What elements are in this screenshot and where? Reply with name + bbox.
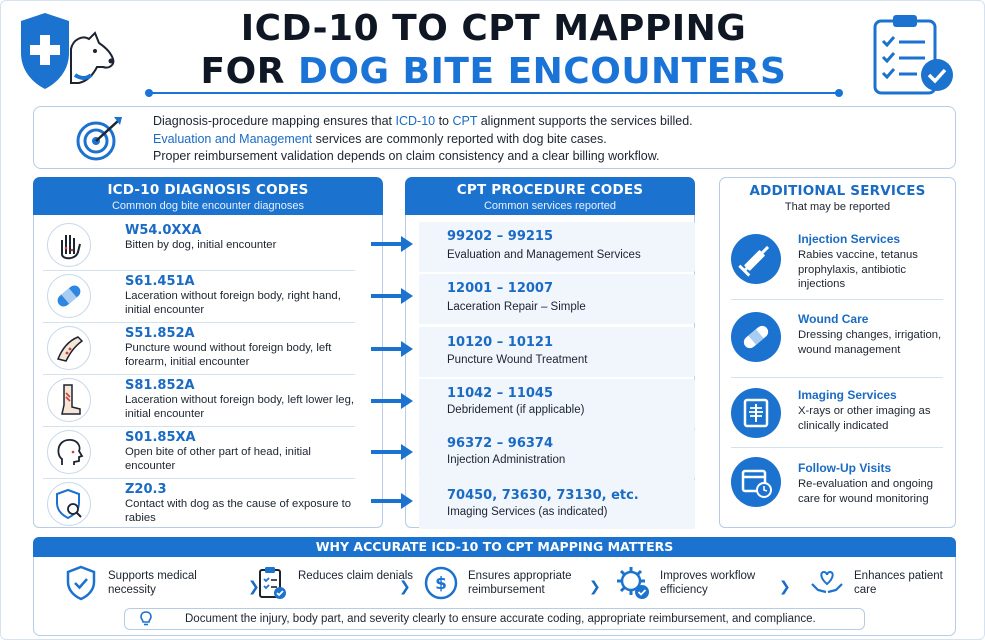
arrow-right-icon xyxy=(369,286,417,306)
arrow-right-icon xyxy=(369,442,417,462)
arrow-right-icon xyxy=(369,339,417,359)
cpt-row: 12001 – 12007 Laceration Repair – Simple xyxy=(419,274,695,324)
bandage-icon xyxy=(731,312,781,362)
arrow-right-icon xyxy=(369,234,417,254)
intro-text: Diagnosis-procedure mapping ensures that ICD-10 to CPT alignment supports the services billed. Evaluation and Management services are commonly reported with dog bite cases. Proper reimbursement validation depends on claim consistency and a clear billing workflow. xyxy=(153,114,693,163)
why-section xyxy=(33,537,956,636)
chevron-right-icon: ❯ xyxy=(589,578,601,594)
benefit-item: $ Ensures appropriate reimbursement xyxy=(422,562,602,604)
leg-wound-icon xyxy=(47,378,91,422)
clipboard-check-icon xyxy=(867,13,963,97)
additional-item: Follow-Up Visits Re-evaluation and ongoing care for wound monitoring xyxy=(723,461,949,513)
chevron-right-icon: ❯ xyxy=(779,578,791,594)
lightbulb-icon xyxy=(137,610,155,628)
page-title: ICD-10 TO CPT MAPPING FOR DOG BITE ENCOUNTERS xyxy=(200,8,787,92)
gear-check-icon xyxy=(614,564,652,602)
forearm-wound-icon xyxy=(47,326,91,370)
shield-search-icon xyxy=(47,482,91,526)
icd-row: W54.0XXA Bitten by dog, initial encounter xyxy=(43,220,355,270)
cpt-row: 11042 – 11045 Debridement (if applicable) xyxy=(419,379,695,429)
additional-item: Injection Services Rabies vaccine, tetanus prophylaxis, antibiotic injections xyxy=(723,232,949,300)
icd-row: S61.451A Laceration without foreign body, right hand, initial encounter xyxy=(43,271,355,321)
xray-icon xyxy=(731,388,781,438)
additional-column-header: ADDITIONAL SERVICES That may be reported xyxy=(719,177,956,215)
heart-hands-icon xyxy=(808,564,846,602)
benefit-item: Improves workflow efficiency xyxy=(614,562,784,604)
calendar-clock-icon xyxy=(731,457,781,507)
cpt-row: 10120 – 10121 Puncture Wound Treatment xyxy=(419,327,695,377)
title-divider xyxy=(149,92,839,94)
shield-check-icon xyxy=(62,564,100,602)
intro-box xyxy=(33,106,956,169)
head-profile-icon xyxy=(47,430,91,474)
chevron-right-icon: ❯ xyxy=(248,578,260,594)
clipboard-check-icon xyxy=(252,564,290,602)
cpt-row: 70450, 73630, 73130, etc. Imaging Services (as indicated) xyxy=(419,479,695,529)
benefit-item: Reduces claim denials xyxy=(252,562,412,604)
arrow-right-icon xyxy=(369,491,417,511)
row-divider xyxy=(731,447,943,448)
benefit-item: Supports medical necessity xyxy=(62,562,242,604)
cpt-column-header: CPT PROCEDURE CODES Common services reported xyxy=(405,177,695,215)
icd-row: S51.852A Puncture wound without foreign body, left forearm, initial encounter xyxy=(43,323,355,373)
cpt-row: 96372 – 96374 Injection Administration xyxy=(419,429,695,479)
benefit-item: Enhances patient care xyxy=(808,562,953,604)
arrow-right-icon xyxy=(369,391,417,411)
icd-row: S81.852A Laceration without foreign body, left lower leg, initial encounter xyxy=(43,375,355,425)
additional-item: Wound Care Dressing changes, irrigation, wound management xyxy=(723,312,949,378)
additional-item: Imaging Services X-rays or other imaging as clinically indicated xyxy=(723,388,949,448)
row-divider xyxy=(731,377,943,378)
row-divider xyxy=(731,299,943,300)
icd-row: Z20.3 Contact with dog as the cause of exposure to rabies xyxy=(43,479,355,529)
chevron-right-icon: ❯ xyxy=(399,578,411,594)
bandage-icon xyxy=(47,274,91,318)
why-title: WHY ACCURATE ICD-10 TO CPT MAPPING MATTERS xyxy=(33,537,956,557)
icd-row: S01.85XA Open bite of other part of head, initial encounter xyxy=(43,427,355,477)
shield-dog-icon xyxy=(15,9,119,99)
target-icon xyxy=(74,113,126,163)
syringe-icon xyxy=(731,234,781,284)
documentation-note: Document the injury, body part, and severity clearly to ensure accurate coding, appropriate reimbursement, and compliance. xyxy=(124,608,865,630)
svg-text:$: $ xyxy=(435,574,447,594)
hand-bite-icon xyxy=(47,223,91,267)
icd-column-header: ICD-10 DIAGNOSIS CODES Common dog bite encounter diagnoses xyxy=(33,177,383,215)
cpt-row: 99202 – 99215 Evaluation and Management Services xyxy=(419,222,695,272)
dollar-coin-icon xyxy=(422,564,460,602)
